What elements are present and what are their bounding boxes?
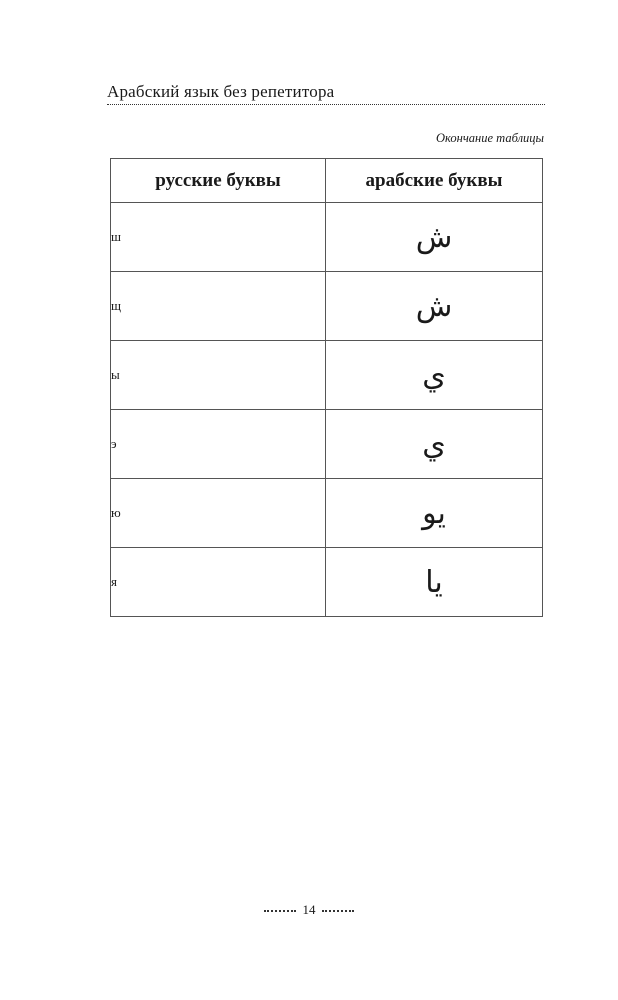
russian-letter-cell: ы [111,341,326,410]
footer-dots-right [322,910,354,912]
column-header-arabic: арабские буквы [326,159,543,203]
footer-dots-left [264,910,296,912]
arabic-letter-cell: يو [326,479,543,548]
arabic-letter-cell: ي [326,410,543,479]
running-head-title: Арабский язык без репетитора [107,82,335,101]
russian-letter-cell: щ [111,272,326,341]
russian-letter-cell: я [111,548,326,617]
arabic-letter-cell: يا [326,548,543,617]
arabic-letter-cell: ي [326,341,543,410]
letters-table [110,158,543,617]
table-row [111,548,543,617]
russian-letter-cell: э [111,410,326,479]
column-header-russian: русские буквы [111,159,326,203]
table-row [111,203,543,272]
table-row [111,341,543,410]
table-row [111,479,543,548]
page-footer [0,902,618,918]
table-row [111,410,543,479]
table-continuation-note: Окончание таблицы [435,131,544,145]
russian-letter-cell: ю [111,479,326,548]
arabic-letter-cell: ش [326,272,543,341]
russian-letter-cell: ш [111,203,326,272]
header-dotted-rule [107,104,545,105]
table-row [111,272,543,341]
page-number: 14 [302,902,316,917]
arabic-letter-cell: ش [326,203,543,272]
table-header-row [111,159,543,203]
